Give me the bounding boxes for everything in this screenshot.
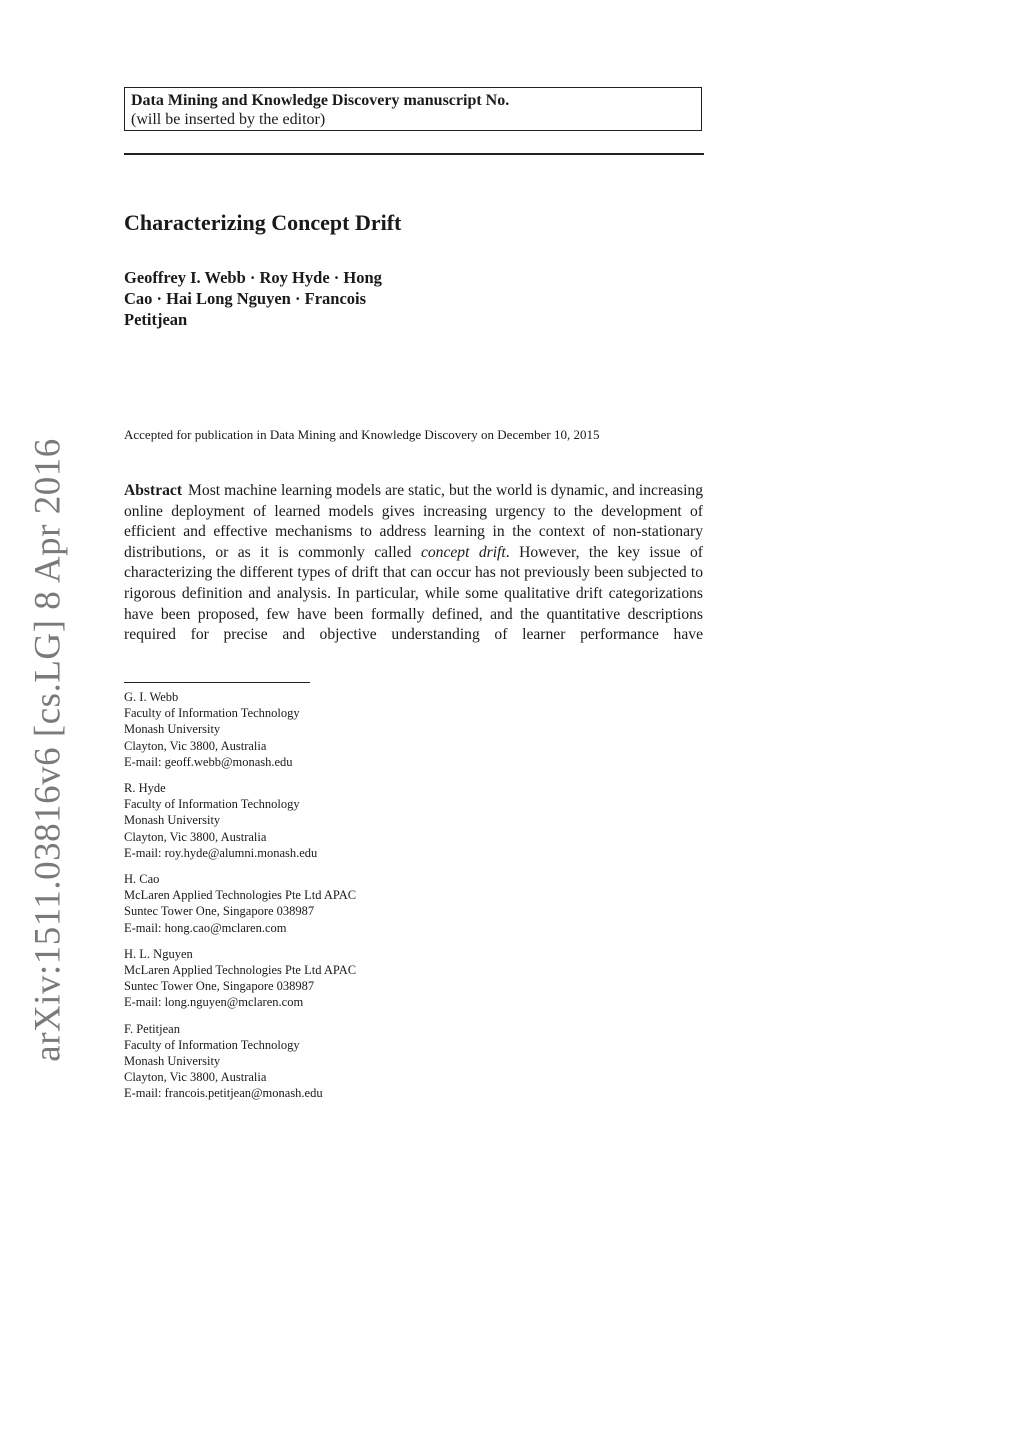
affiliation-line: Clayton, Vic 3800, Australia bbox=[124, 738, 267, 753]
abstract-text: . However, the key issue of characterizing the different types of drift that can occur has not previously been subjected to rigorous definition and analysis. In particular, while some qualitative drift categorizations have been proposed, few have been formally defined, and the quantitative descriptions required for precise and objective understanding of learner performance have bbox=[124, 543, 703, 644]
affiliation-line: Faculty of Information Technology bbox=[124, 797, 300, 812]
arxiv-side-stamp: arXiv:1511.03816v6 [cs.LG] 8 Apr 2016 bbox=[27, 438, 69, 1062]
affiliations bbox=[124, 689, 356, 1112]
affiliation-name: G. I. Webb bbox=[124, 690, 179, 704]
affiliation-block bbox=[124, 780, 356, 861]
affiliation-email[interactable]: E-mail: geoff.webb@monash.edu bbox=[124, 754, 293, 769]
author-line: Petitjean bbox=[124, 310, 188, 329]
affiliation-email[interactable]: E-mail: francois.petitjean@monash.edu bbox=[124, 1086, 323, 1101]
affiliation-name: H. Cao bbox=[124, 872, 160, 887]
abstract bbox=[124, 481, 703, 646]
affiliation-email[interactable]: E-mail: long.nguyen@mclaren.com bbox=[124, 995, 304, 1010]
affiliation-name: H. L. Nguyen bbox=[124, 946, 193, 961]
header-rule bbox=[124, 153, 704, 155]
affiliation-line: Monash University bbox=[124, 722, 221, 737]
affiliation-block bbox=[124, 689, 356, 770]
paper-title: Characterizing Concept Drift bbox=[124, 210, 402, 235]
affiliation-email[interactable]: E-mail: roy.hyde@alumni.monash.edu bbox=[124, 845, 318, 860]
affiliation-name: R. Hyde bbox=[124, 781, 166, 796]
affiliation-line: Clayton, Vic 3800, Australia bbox=[124, 829, 267, 844]
affiliation-name: F. Petitjean bbox=[124, 1021, 180, 1036]
abstract-label: Abstract bbox=[124, 482, 183, 499]
affiliation-block bbox=[124, 1021, 356, 1102]
affiliation-line: Monash University bbox=[124, 813, 221, 828]
affiliation-line: McLaren Applied Technologies Pte Ltd APAC bbox=[124, 963, 357, 978]
affiliation-block bbox=[124, 946, 356, 1011]
journal-subtitle: (will be inserted by the editor) bbox=[131, 111, 326, 128]
author-line: Cao · Hai Long Nguyen · Francois bbox=[124, 289, 367, 308]
affiliation-line: Monash University bbox=[124, 1054, 221, 1069]
affiliation-line: McLaren Applied Technologies Pte Ltd APAC bbox=[124, 888, 357, 903]
affiliation-line: Clayton, Vic 3800, Australia bbox=[124, 1070, 267, 1085]
abstract-emphasis: concept drift bbox=[420, 543, 506, 561]
affiliation-line: Faculty of Information Technology bbox=[124, 706, 300, 721]
acceptance-note: Accepted for publication in Data Mining and Knowledge Discovery on December 10, 2015 bbox=[124, 427, 600, 442]
abstract-text: Most machine learning models are static, but the world is dynamic, and increasing online deployment of learned models gives increasing urgency to the development of efficient and effective mechanisms to address learning in the context of non-stationary distributions, or as it is commonly called bbox=[124, 482, 703, 561]
affiliation-line: Faculty of Information Technology bbox=[124, 1037, 300, 1052]
affiliation-block bbox=[124, 871, 356, 936]
affiliation-line: Suntec Tower One, Singapore 038987 bbox=[124, 904, 315, 919]
affiliation-email[interactable]: E-mail: hong.cao@mclaren.com bbox=[124, 920, 287, 935]
author-list bbox=[124, 267, 484, 330]
journal-header-box bbox=[124, 87, 702, 131]
author-line: Geoffrey I. Webb · Roy Hyde · Hong bbox=[124, 268, 382, 287]
footnote-rule bbox=[124, 682, 310, 683]
journal-title: Data Mining and Knowledge Discovery manuscript No. bbox=[131, 92, 510, 109]
affiliation-line: Suntec Tower One, Singapore 038987 bbox=[124, 979, 315, 994]
